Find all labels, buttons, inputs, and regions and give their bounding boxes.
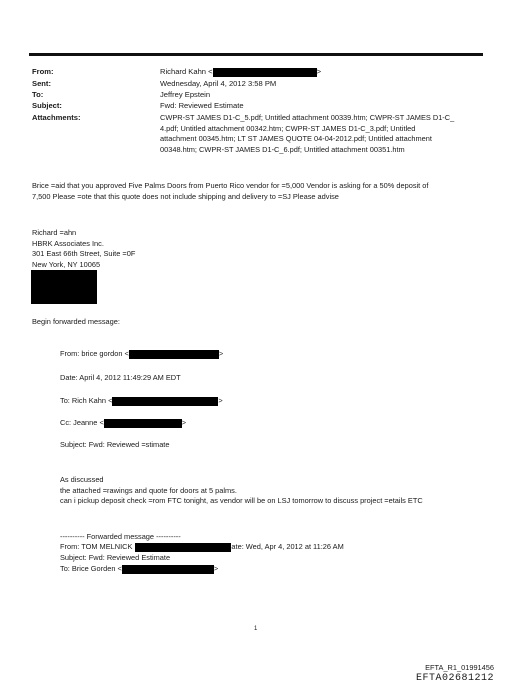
body-line: Brice =aid that you approved Five Palms Doors from Puerto Rico vendor for =5,000 Vendor is asking for a 50% deposit of (32, 181, 429, 190)
fwd2-from-text: From: TOM MELNICK (60, 542, 133, 551)
attachment-line: 4.pdf; Untitled attachment 00342.htm; CWPR-ST JAMES D1-C_3.pdf; Untitled (160, 123, 416, 133)
subject-value: Fwd: Reviewed Estimate (160, 101, 244, 110)
signature-address1: 301 East 66th Street, Suite =0F (32, 249, 136, 258)
begin-forwarded-label: Begin forwarded message: (32, 317, 120, 326)
header-rule (29, 53, 483, 56)
redaction-box (135, 543, 231, 552)
fwd1-to (60, 396, 223, 407)
fwd2-from (60, 542, 344, 553)
fwd1-cc (60, 418, 186, 429)
redaction-box (213, 68, 317, 77)
from-name: Richard Kahn < (160, 67, 213, 76)
fwd1-to-close: > (218, 396, 223, 405)
fwd1-cc-close: > (181, 418, 187, 427)
fwd1-from-close: > (218, 349, 224, 358)
fwd2-date: ate: Wed, Apr 4, 2012 at 11:26 AM (231, 542, 344, 551)
signature-company: HBRK Associates Inc. (32, 238, 104, 248)
attachment-line: 00348.htm; CWPR-ST JAMES D1-C_6.pdf; Untitled attachment 00351.htm (160, 144, 405, 154)
redaction-box (112, 397, 218, 406)
fwd2-to-close: > (213, 564, 219, 573)
attachments-list (160, 113, 500, 155)
sent-label: Sent: (32, 79, 51, 88)
signature-name: Richard =ahn (32, 228, 77, 237)
attachment-line: CWPR-ST JAMES D1-C_5.pdf; Untitled attachment 00339.htm; CWPR-ST JAMES D1-C_ (160, 113, 455, 122)
fwd2-separator: ---------- Forwarded message ---------- (60, 532, 181, 541)
message-body (32, 181, 502, 202)
fwd2-to-text: To: Brice Gorden < (60, 564, 122, 573)
redaction-box (129, 350, 219, 359)
fwd1-from (60, 349, 223, 360)
sent-value: Wednesday, April 4, 2012 3:58 PM (160, 79, 277, 88)
body-line: 7,500 Please =ote that this quote does not include shipping and delivery to =SJ Please advise (32, 191, 339, 201)
signature-address2: New York, NY 10065 (32, 259, 101, 269)
redaction-box (31, 270, 97, 304)
fwd1-msg3: can i pickup deposit check =rom FTC tonight, as vendor will be on LSJ tomorrow to discuss project =etails ETC (60, 496, 423, 505)
fwd2-subject: Subject: Fwd: Reviewed Estimate (60, 553, 171, 562)
from-close: > (316, 67, 321, 76)
fwd2-to (60, 564, 218, 575)
redaction-box (104, 419, 182, 428)
page-number: 1 (254, 626, 258, 632)
subject-label: Subject: (32, 101, 62, 110)
from-label: From: (32, 67, 54, 76)
from-value (160, 67, 321, 77)
fwd1-msg2: the attached =rawings and quote for doors at 5 palms. (60, 486, 237, 495)
fwd1-from-text: From: brice gordon < (60, 349, 129, 358)
fwd1-subject: Subject: Fwd: Reviewed =stimate (60, 440, 170, 449)
fwd1-date: Date: April 4, 2012 11:49:29 AM EDT (60, 373, 181, 382)
fwd1-cc-text: Cc: Jeanne < (60, 418, 104, 427)
attachments-label: Attachments: (32, 113, 81, 122)
attachment-line: attachment 00345.htm; LT ST JAMES QUOTE 04-04-2012.pdf; Untitled attachment (160, 134, 432, 143)
to-value: Jeffrey Epstein (160, 90, 211, 99)
signature-block (32, 228, 135, 270)
footer-reference-big: EFTA02681212 (415, 673, 494, 684)
redaction-box (122, 565, 214, 574)
footer-reference-small: EFTA_R1_01991456 (425, 663, 494, 672)
fwd1-msg1: As discussed (60, 475, 104, 484)
to-label: To: (32, 90, 44, 99)
fwd1-to-text: To: Rich Kahn < (60, 396, 113, 405)
